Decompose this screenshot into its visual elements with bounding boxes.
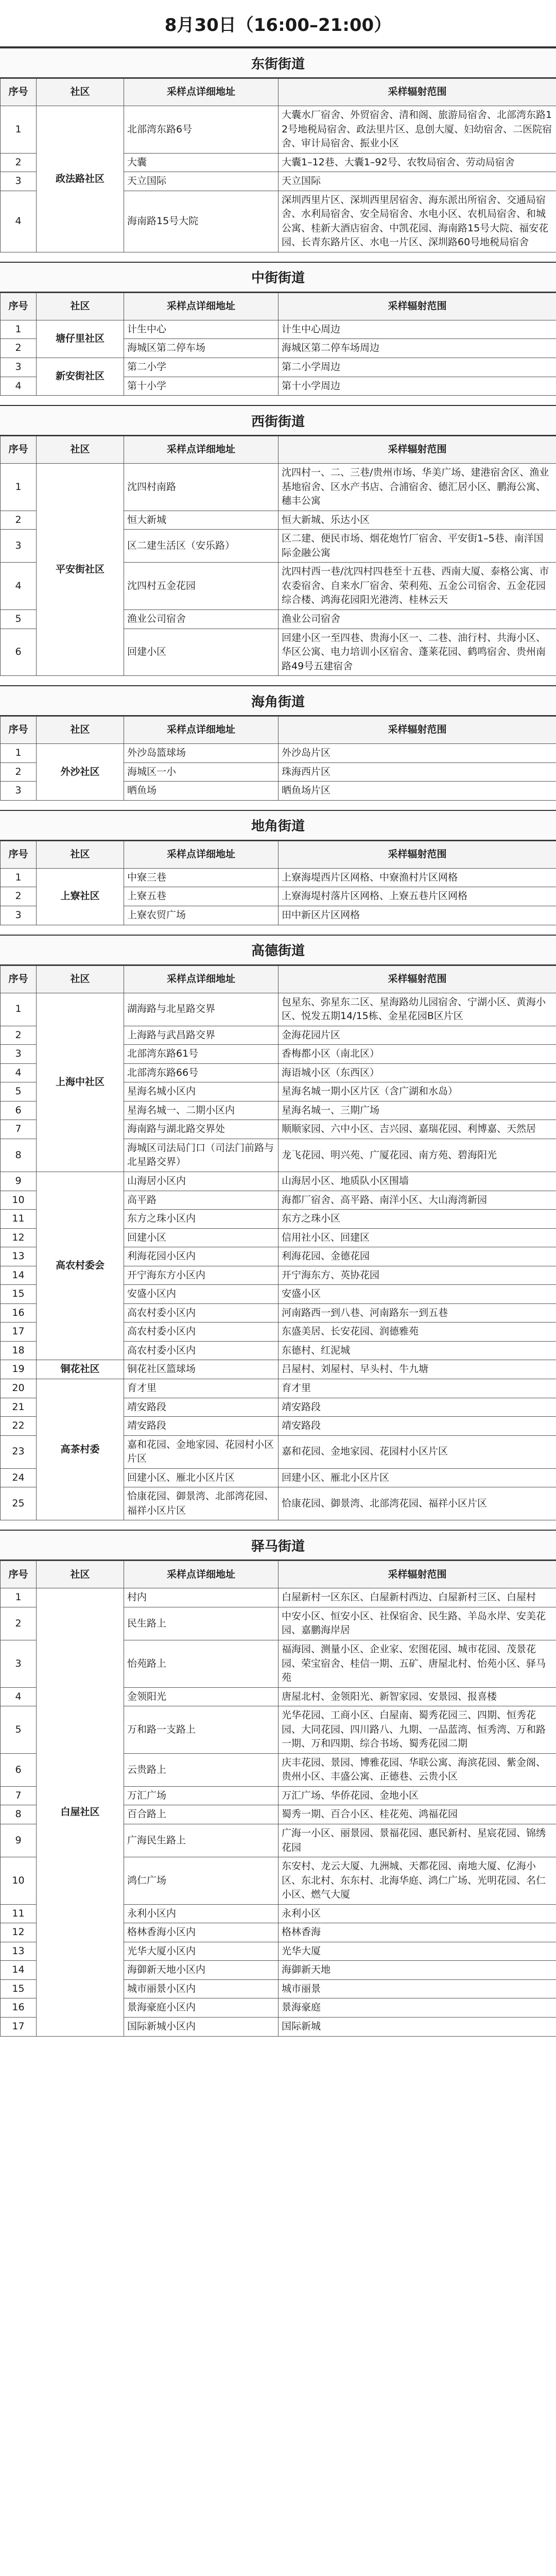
sampling-range: 回建小区、雁北小区片区 (279, 1468, 556, 1487)
section-table (0, 436, 556, 676)
sampling-range: 沈四村西一巷/沈四村四巷至十五巷、西南大厦、泰格公寓、市农委宿舍、自来水厂宿舍、荣利苑、五金公司宿舍、五金花园综合楼、鸿海花园阳光港湾、桂林云天 (279, 563, 556, 610)
row-number: 2 (1, 511, 37, 530)
sampling-range: 河南路西一到八巷、河南路东一到五巷 (279, 1303, 556, 1323)
sampling-address: 开宁海东方小区内 (124, 1266, 279, 1285)
column-header: 社区 (37, 436, 124, 464)
sampling-address: 育才里 (124, 1379, 279, 1398)
table-header-row (1, 965, 556, 993)
sampling-address: 利海花园小区内 (124, 1247, 279, 1266)
row-number: 17 (1, 2018, 37, 2037)
row-number: 3 (1, 1640, 37, 1688)
column-header: 社区 (37, 965, 124, 993)
table-row (1, 993, 556, 1026)
sampling-range: 金海花园片区 (279, 1026, 556, 1045)
sampling-range: 恒大新城、乐达小区 (279, 511, 556, 530)
sampling-range: 光华花园、工商小区、白屋南、蜀秀花园三、四期、恒秀花园、大同花园、四川路八、九期、一品蓝湾、恒秀湾、万和路一期、万和四期、综合书场、蜀秀花园二期 (279, 1706, 556, 1754)
sampling-address: 东方之珠小区内 (124, 1210, 279, 1229)
sampling-address: 金领阳光 (124, 1687, 279, 1706)
row-number: 10 (1, 1857, 37, 1905)
row-number: 22 (1, 1417, 37, 1436)
sampling-address: 海南路与湖北路交界处 (124, 1120, 279, 1139)
row-number: 2 (1, 339, 37, 358)
sampling-address: 鸿仁广场 (124, 1857, 279, 1905)
column-header: 采样辐射范围 (279, 1561, 556, 1588)
row-number: 4 (1, 563, 37, 610)
sampling-range: 白屋新村一区东区、白屋新村西边、白屋新村三区、白屋村 (279, 1588, 556, 1607)
section-gap (0, 925, 556, 935)
row-number: 4 (1, 377, 37, 396)
section-title: 驿马街道 (0, 1530, 556, 1561)
table-row (1, 1379, 556, 1398)
table-header-row (1, 841, 556, 868)
column-header: 采样辐射范围 (279, 841, 556, 868)
community-cell: 上海中社区 (37, 993, 124, 1172)
sampling-address: 北部湾东路66号 (124, 1063, 279, 1082)
section-table (0, 293, 556, 396)
sampling-address: 靖安路段 (124, 1398, 279, 1417)
sampling-address: 恰康花园、御景湾、北部湾花园、福祥小区片区 (124, 1487, 279, 1520)
row-number: 16 (1, 1303, 37, 1323)
sampling-range: 景海豪庭 (279, 1998, 556, 2018)
sampling-range: 上寮海堤西片区网格、中寮渔村片区网格 (279, 868, 556, 887)
row-number: 10 (1, 1191, 37, 1210)
sampling-range: 国际新城 (279, 2018, 556, 2037)
table-header-row (1, 436, 556, 464)
sampling-address: 沈四村南路 (124, 464, 279, 511)
sampling-range: 恰康花园、御景湾、北部湾花园、福祥小区片区 (279, 1487, 556, 1520)
row-number: 14 (1, 1961, 37, 1980)
row-number: 13 (1, 1942, 37, 1961)
sampling-range: 深圳西里片区、深圳西里居宿舍、海东派出所宿舍、交通局宿舍、水利局宿舍、安全局宿舍、水电小区、农机局宿舍、和城公寓、桂新大酒店宿舍、中凯花园、海南路15号大院、福安花园、长青东路片区、水电一片区、深圳路60号地税局宿舍 (279, 191, 556, 252)
sampling-address: 铜花社区篮球场 (124, 1360, 279, 1379)
sampling-address: 万汇广场 (124, 1786, 279, 1805)
section-table (0, 965, 556, 1521)
row-number: 9 (1, 1172, 37, 1191)
row-number: 11 (1, 1904, 37, 1923)
sampling-address: 第二小学 (124, 358, 279, 377)
row-number: 3 (1, 782, 37, 801)
community-cell: 新安街社区 (37, 358, 124, 396)
sampling-address: 上海路与武昌路交界 (124, 1026, 279, 1045)
sampling-range: 田中新区片区网格 (279, 906, 556, 925)
column-header: 采样辐射范围 (279, 717, 556, 744)
row-number: 3 (1, 530, 37, 563)
section-gap (0, 252, 556, 262)
row-number: 17 (1, 1323, 37, 1342)
sampling-address: 北部湾东路61号 (124, 1045, 279, 1064)
row-number: 5 (1, 1706, 37, 1754)
section-title: 高德街道 (0, 935, 556, 965)
sampling-range: 大囊1–12巷、大囊1–92号、农牧局宿舍、劳动局宿舍 (279, 153, 556, 172)
table-row (1, 1172, 556, 1191)
table-row (1, 744, 556, 763)
sampling-range: 唐屋北村、金领阳光、新智家园、安景园、报喜楼 (279, 1687, 556, 1706)
sampling-range: 海都厂宿舍、高平路、南洋小区、大山海湾新园 (279, 1191, 556, 1210)
row-number: 15 (1, 1285, 37, 1304)
column-header: 采样点详细地址 (124, 293, 279, 320)
table-row (1, 106, 556, 154)
sampling-address: 格林香海小区内 (124, 1923, 279, 1942)
sampling-range: 永利小区 (279, 1904, 556, 1923)
sampling-range: 星海名城一期小区片区（含广湖和水岛） (279, 1082, 556, 1101)
row-number: 1 (1, 744, 37, 763)
sampling-address: 星海名城小区内 (124, 1082, 279, 1101)
section-title: 地角街道 (0, 810, 556, 841)
sampling-address: 村内 (124, 1588, 279, 1607)
sampling-address: 高农村委小区内 (124, 1303, 279, 1323)
community-cell: 政法路社区 (37, 106, 124, 252)
column-header: 采样点详细地址 (124, 79, 279, 106)
sections-container (0, 47, 556, 2037)
sampling-address: 沈四村五金花园 (124, 563, 279, 610)
sampling-address: 中寮三巷 (124, 868, 279, 887)
row-number: 15 (1, 1979, 37, 1998)
sampling-address: 广海民生路上 (124, 1824, 279, 1857)
sampling-range: 第二小学周边 (279, 358, 556, 377)
sampling-address: 天立国际 (124, 172, 279, 191)
sampling-range: 安盛小区 (279, 1285, 556, 1304)
sampling-address: 恒大新城 (124, 511, 279, 530)
sampling-range: 信用社小区、回建区 (279, 1228, 556, 1247)
sampling-address: 百合路上 (124, 1805, 279, 1824)
column-header: 序号 (1, 841, 37, 868)
row-number: 12 (1, 1923, 37, 1942)
column-header: 序号 (1, 436, 37, 464)
sampling-range: 利海花园、金德花园 (279, 1247, 556, 1266)
sampling-address: 海御新天地小区内 (124, 1961, 279, 1980)
column-header: 采样点详细地址 (124, 717, 279, 744)
column-header: 序号 (1, 965, 37, 993)
sampling-range: 星海名城一、三期广场 (279, 1101, 556, 1120)
row-number: 23 (1, 1435, 37, 1468)
column-header: 社区 (37, 717, 124, 744)
sampling-address: 第十小学 (124, 377, 279, 396)
sampling-range: 开宁海东方、英协花园 (279, 1266, 556, 1285)
sampling-range: 海城区第二停车场周边 (279, 339, 556, 358)
row-number: 16 (1, 1998, 37, 2018)
row-number: 7 (1, 1120, 37, 1139)
column-header: 社区 (37, 1561, 124, 1588)
sampling-range: 龙飞花园、明兴苑、广厦花园、南方苑、碧海阳光 (279, 1139, 556, 1172)
column-header: 采样辐射范围 (279, 436, 556, 464)
section-title: 西街街道 (0, 405, 556, 436)
row-number: 14 (1, 1266, 37, 1285)
sampling-address: 靖安路段 (124, 1417, 279, 1436)
sampling-address: 民生路上 (124, 1607, 279, 1640)
community-cell: 白屋社区 (37, 1588, 124, 2036)
sampling-address: 云贵路上 (124, 1753, 279, 1786)
row-number: 3 (1, 358, 37, 377)
row-number: 24 (1, 1468, 37, 1487)
sampling-address: 大囊 (124, 153, 279, 172)
sampling-address: 景海豪庭小区内 (124, 1998, 279, 2018)
column-header: 采样辐射范围 (279, 293, 556, 320)
column-header: 社区 (37, 79, 124, 106)
table-row (1, 1588, 556, 1607)
row-number: 8 (1, 1139, 37, 1172)
column-header: 社区 (37, 841, 124, 868)
row-number: 4 (1, 191, 37, 252)
sampling-range: 顺顺家园、六中小区、吉兴园、嘉瑞花园、利博嘉、天然居 (279, 1120, 556, 1139)
sampling-range: 天立国际 (279, 172, 556, 191)
row-number: 9 (1, 1824, 37, 1857)
table-row (1, 868, 556, 887)
sampling-address: 上寮农贸广场 (124, 906, 279, 925)
section-table (0, 1561, 556, 2036)
row-number: 4 (1, 1687, 37, 1706)
community-cell: 高茶村委 (37, 1379, 124, 1520)
sampling-range: 靖安路段 (279, 1398, 556, 1417)
section-title: 海角街道 (0, 685, 556, 716)
row-number: 2 (1, 153, 37, 172)
sampling-address: 湖海路与北星路交界 (124, 993, 279, 1026)
row-number: 2 (1, 1607, 37, 1640)
row-number: 2 (1, 887, 37, 906)
row-number: 2 (1, 762, 37, 782)
sampling-address: 回建小区 (124, 629, 279, 676)
sampling-range: 渔业公司宿舍 (279, 610, 556, 629)
row-number: 13 (1, 1247, 37, 1266)
row-number: 5 (1, 1082, 37, 1101)
sampling-range: 福海园、测量小区、企业家、宏图花园、城市花园、茂景花园、荣宝宿舍、桂信一期、五矿、唐屋北村、怡苑小区、驿马苑 (279, 1640, 556, 1688)
column-header: 序号 (1, 717, 37, 744)
sampling-address: 计生中心 (124, 320, 279, 339)
sampling-range: 万汇广场、华侨花园、金地小区 (279, 1786, 556, 1805)
sampling-address: 北部湾东路6号 (124, 106, 279, 154)
row-number: 11 (1, 1210, 37, 1229)
row-number: 21 (1, 1398, 37, 1417)
community-cell: 塘仔里社区 (37, 320, 124, 358)
sampling-address: 山海居小区内 (124, 1172, 279, 1191)
sampling-range: 外沙岛片区 (279, 744, 556, 763)
sampling-range: 育才里 (279, 1379, 556, 1398)
sampling-address: 高农村委小区内 (124, 1341, 279, 1360)
sampling-address: 万和路一支路上 (124, 1706, 279, 1754)
sampling-range: 格林香海 (279, 1923, 556, 1942)
column-header: 序号 (1, 293, 37, 320)
row-number: 7 (1, 1786, 37, 1805)
sampling-address: 国际新城小区内 (124, 2018, 279, 2037)
sampling-address: 光华大厦小区内 (124, 1942, 279, 1961)
row-number: 25 (1, 1487, 37, 1520)
table-header-row (1, 1561, 556, 1588)
sampling-address: 城市丽景小区内 (124, 1979, 279, 1998)
table-row (1, 1360, 556, 1379)
column-header: 采样点详细地址 (124, 965, 279, 993)
row-number: 8 (1, 1805, 37, 1824)
table-header-row (1, 717, 556, 744)
table-row (1, 464, 556, 511)
sampling-range: 靖安路段 (279, 1417, 556, 1436)
sampling-address: 星海名城一、二期小区内 (124, 1101, 279, 1120)
sampling-address: 永利小区内 (124, 1904, 279, 1923)
row-number: 4 (1, 1063, 37, 1082)
sampling-address: 怡苑路上 (124, 1640, 279, 1688)
sampling-range: 吕屋村、刘屋村、早头村、牛九塘 (279, 1360, 556, 1379)
section-gap (0, 676, 556, 685)
sampling-range: 晒鱼场片区 (279, 782, 556, 801)
section-title: 中街街道 (0, 262, 556, 293)
row-number: 1 (1, 1588, 37, 1607)
sampling-range: 计生中心周边 (279, 320, 556, 339)
sampling-address: 区二建生活区（安乐路） (124, 530, 279, 563)
community-cell: 平安街社区 (37, 464, 124, 676)
row-number: 1 (1, 320, 37, 339)
section-title: 东街街道 (0, 47, 556, 78)
sampling-range: 海御新天地 (279, 1961, 556, 1980)
sampling-range: 嘉和花园、金地家园、花园村小区片区 (279, 1435, 556, 1468)
community-cell: 铜花社区 (37, 1360, 124, 1379)
table-header-row (1, 293, 556, 320)
column-header: 采样点详细地址 (124, 436, 279, 464)
sampling-address: 渔业公司宿舍 (124, 610, 279, 629)
sampling-range: 东盛美居、长安花园、润德雅苑 (279, 1323, 556, 1342)
section-gap (0, 396, 556, 405)
row-number: 1 (1, 106, 37, 154)
row-number: 1 (1, 464, 37, 511)
column-header: 采样辐射范围 (279, 79, 556, 106)
table-row (1, 320, 556, 339)
sampling-range: 包星东、弥星东二区、星海路幼儿园宿舍、宁湖小区、黄海小区、悦发五期14/15栋、金星花园B区片区 (279, 993, 556, 1026)
row-number: 6 (1, 1101, 37, 1120)
row-number: 1 (1, 868, 37, 887)
row-number: 6 (1, 1753, 37, 1786)
sampling-address: 外沙岛篮球场 (124, 744, 279, 763)
sampling-address: 海城区司法局门口（司法门前路与北星路交界） (124, 1139, 279, 1172)
document-title: 8月30日（16:00–21:00） (0, 0, 556, 47)
row-number: 12 (1, 1228, 37, 1247)
sampling-range: 沈四村一、二、三巷/贵州市场、华美广场、建港宿舍区、渔业基地宿舍、区水产书店、合浦宿舍、德汇居小区、鹏海公寓、穗丰公寓 (279, 464, 556, 511)
sampling-address: 回建小区、雁北小区片区 (124, 1468, 279, 1487)
column-header: 采样点详细地址 (124, 841, 279, 868)
sampling-range: 广海一小区、丽景园、景福花园、惠民新村、星宸花园、锦绣花园 (279, 1824, 556, 1857)
community-cell: 高农村委会 (37, 1172, 124, 1360)
sampling-range: 区二建、便民市场、烟花炮竹厂宿舍、平安街1–5巷、南洋国际金融公寓 (279, 530, 556, 563)
sampling-range: 城市丽景 (279, 1979, 556, 1998)
row-number: 3 (1, 172, 37, 191)
sampling-address: 海城区一小 (124, 762, 279, 782)
sampling-range: 回建小区一至四巷、贵海小区一、二巷、油行村、共海小区、华区公寓、电力培训小区宿舍、蓬莱花园、鹤鸣宿舍、贵州南路49号五建宿舍 (279, 629, 556, 676)
sampling-range: 山海居小区、地质队小区围墙 (279, 1172, 556, 1191)
sampling-address: 嘉和花园、金地家园、花园村小区片区 (124, 1435, 279, 1468)
community-cell: 外沙社区 (37, 744, 124, 801)
column-header: 采样点详细地址 (124, 1561, 279, 1588)
row-number: 6 (1, 629, 37, 676)
section-gap (0, 801, 556, 810)
column-header: 序号 (1, 79, 37, 106)
section-table (0, 78, 556, 252)
section-table (0, 841, 556, 925)
column-header: 采样辐射范围 (279, 965, 556, 993)
row-number: 5 (1, 610, 37, 629)
sampling-range: 光华大厦 (279, 1942, 556, 1961)
sampling-range: 东方之珠小区 (279, 1210, 556, 1229)
community-cell: 上寮社区 (37, 868, 124, 925)
sampling-address: 海城区第二停车场 (124, 339, 279, 358)
sampling-range: 珠海西片区 (279, 762, 556, 782)
section-table (0, 716, 556, 801)
column-header: 序号 (1, 1561, 37, 1588)
sampling-range: 庆丰花园、景园、博雅花园、华联公寓、海滨花园、紫金阁、贵州小区、丰盛公寓、正德巷、云贵小区 (279, 1753, 556, 1786)
row-number: 2 (1, 1026, 37, 1045)
sampling-range: 香梅都小区（南北区） (279, 1045, 556, 1064)
column-header: 社区 (37, 293, 124, 320)
row-number: 20 (1, 1379, 37, 1398)
sampling-address: 高农村委小区内 (124, 1323, 279, 1342)
table-row (1, 358, 556, 377)
sampling-range: 蜀秀一期、百合小区、桂花苑、鸿福花园 (279, 1805, 556, 1824)
table-header-row (1, 79, 556, 106)
row-number: 19 (1, 1360, 37, 1379)
sampling-address: 回建小区 (124, 1228, 279, 1247)
row-number: 1 (1, 993, 37, 1026)
sampling-address: 上寮五巷 (124, 887, 279, 906)
sampling-range: 东安村、龙云大厦、九洲城、天都花园、南地大厦、亿海小区、东北村、东东村、北海华庭、鸿仁广场、光明花园、名仁小区、燃气大厦 (279, 1857, 556, 1905)
sampling-address: 高平路 (124, 1191, 279, 1210)
sampling-range: 东德村、红泥城 (279, 1341, 556, 1360)
sampling-range: 大囊水厂宿舍、外贸宿舍、清和阁、旅游局宿舍、北部湾东路12号地税局宿舍、政法里片区、息创大厦、妇幼宿舍、二医院宿舍、审计局宿舍、振业小区 (279, 106, 556, 154)
sampling-range: 海语城小区（东西区） (279, 1063, 556, 1082)
row-number: 18 (1, 1341, 37, 1360)
sampling-range: 上寮海堤村落片区网格、上寮五巷片区网格 (279, 887, 556, 906)
sampling-address: 海南路15号大院 (124, 191, 279, 252)
sampling-address: 安盛小区内 (124, 1285, 279, 1304)
sampling-range: 中安小区、恒安小区、社保宿舍、民生路、羊岛水岸、安美花园、嘉鹏海岸居 (279, 1607, 556, 1640)
sampling-address: 晒鱼场 (124, 782, 279, 801)
section-gap (0, 1520, 556, 1530)
row-number: 3 (1, 1045, 37, 1064)
sampling-range: 第十小学周边 (279, 377, 556, 396)
row-number: 3 (1, 906, 37, 925)
